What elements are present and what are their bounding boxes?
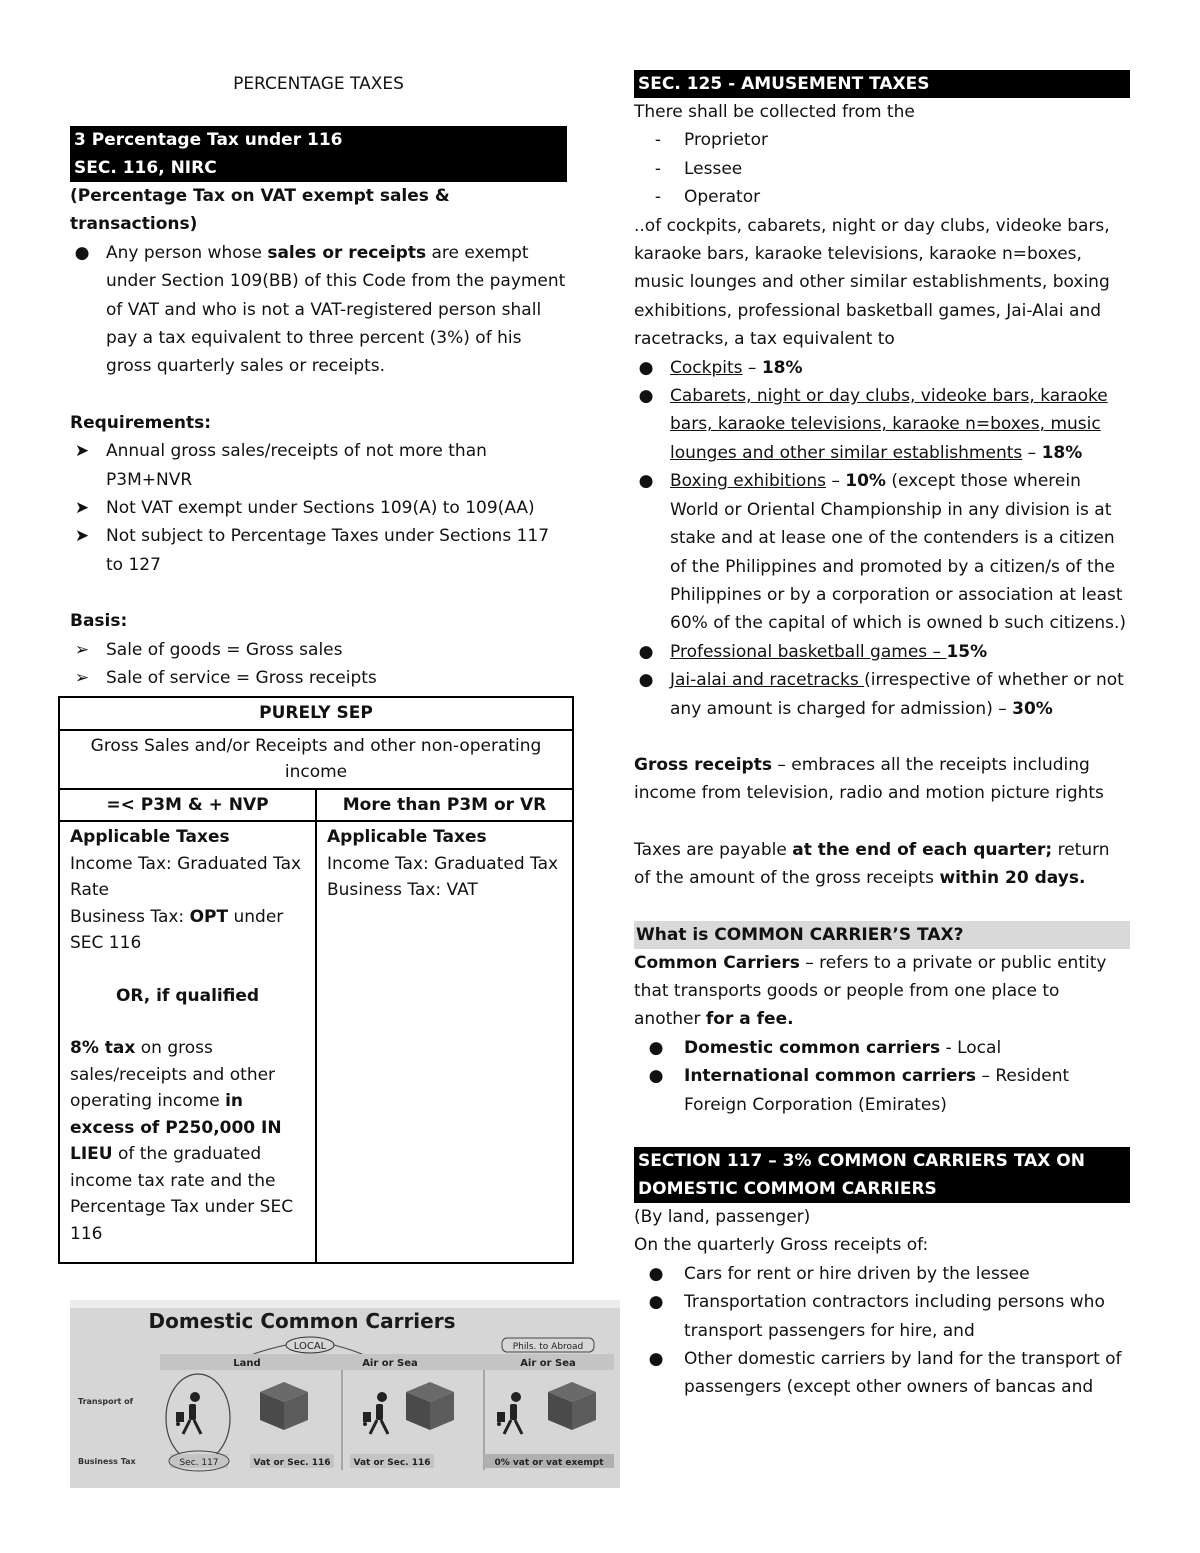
- tax-zero-vat: 0% vat or vat exempt: [494, 1458, 604, 1468]
- list-item: ● Other domestic carriers by land for the transport of passengers (except other owners of bancas and: [634, 1345, 1130, 1402]
- list-item: ➢ Sale of goods = Gross sales: [70, 636, 567, 664]
- box-icon: [548, 1382, 596, 1430]
- bullet-icon: ●: [648, 1066, 664, 1087]
- bullet-icon: ●: [648, 1263, 664, 1284]
- bullet-icon: ●: [648, 1349, 664, 1370]
- requirements-list: [70, 437, 567, 579]
- arrowhead-icon: ➤: [74, 526, 90, 547]
- box-icon: [406, 1382, 454, 1430]
- list-item: ● Cabarets, night or day clubs, videoke bars, karaoke bars, karaoke televisions, karaoke n=boxes, music lounges and other similar establishments – 18%: [634, 382, 1130, 467]
- bullet-icon: ●: [638, 641, 654, 662]
- requirements-label: Requirements:: [70, 412, 212, 433]
- carrier-types-list: [634, 1034, 1130, 1119]
- bullet-icon: ●: [638, 357, 654, 378]
- sec116-header-line2: SEC. 116, NIRC: [70, 154, 567, 182]
- sec117-header-line1: SECTION 117 – 3% COMMON CARRIERS TAX ON: [634, 1147, 1130, 1175]
- list-item: ● Cars for rent or hire driven by the lessee: [634, 1260, 1130, 1288]
- list-item: ● Boxing exhibitions – 10% (except those wherein World or Oriental Championship in any division is at stake and at lease one of the contenders is a citizen of the Philippines and promoted by a citizen/s of the Philippines or by a corporation or association at least 60% of the capital of which is owned b such citizens.): [634, 467, 1130, 637]
- col2-cell: Applicable Taxes Income Tax: Graduated Tax Business Tax: VAT: [316, 821, 573, 1263]
- list-item: ● Transportation contractors including persons who transport passengers for hire, and: [634, 1288, 1130, 1345]
- col2-header: More than P3M or VR: [316, 789, 573, 822]
- cct-header: What is COMMON CARRIER’S TAX?: [634, 921, 1130, 949]
- arrowhead-icon: ➤: [74, 498, 90, 519]
- list-item: ➢ Sale of service = Gross receipts: [70, 664, 567, 692]
- basis-list: [70, 636, 567, 693]
- dash-icon: -: [654, 187, 662, 208]
- abroad-tag: Phils. to Abroad: [512, 1342, 584, 1352]
- list-item: ● Jai-alai and racetracks (irrespective of whether or not any amount is charged for admission) – 30%: [634, 666, 1130, 723]
- bullet-icon: ●: [648, 1037, 664, 1058]
- table-title: PURELY SEP: [59, 697, 573, 730]
- air-sea-header-2: Air or Sea: [520, 1358, 576, 1369]
- bullet-icon: ●: [74, 242, 90, 263]
- on-quarterly-text: On the quarterly Gross receipts of:: [634, 1235, 929, 1256]
- table-subtitle: Gross Sales and/or Receipts and other non-operating income: [59, 730, 573, 789]
- parties-list: [634, 126, 1130, 211]
- infographic-svg: [70, 1300, 620, 1488]
- dash-icon: -: [654, 158, 662, 179]
- arrowhead-icon: ➤: [74, 441, 90, 462]
- sec117-items-list: [634, 1260, 1130, 1402]
- bullet-icon: ●: [638, 670, 654, 691]
- payable-text: Taxes are payable at the end of each quarter; return of the amount of the gross receipts within 20 days.: [634, 839, 1110, 889]
- air-sea-header-1: Air or Sea: [362, 1358, 418, 1369]
- list-item: ● Professional basketball games – 15%: [634, 638, 1130, 666]
- gross-receipts-def: Gross receipts – embraces all the receipts including income from television, radio and motion picture rights: [634, 754, 1104, 804]
- col1-cell: Applicable Taxes Income Tax: Graduated Tax Rate Business Tax: OPT under SEC 116 OR, if qualified 8% tax on gross sales/receipts and other operating income in excess of P250,000 IN LIEU of the graduated income tax rate and the Percentage Tax under SEC 116: [59, 821, 316, 1263]
- basis-label: Basis:: [70, 611, 128, 632]
- list-item: ➤ Not VAT exempt under Sections 109(A) to 109(AA): [70, 494, 567, 522]
- transport-of-label: Transport of: [78, 1397, 134, 1406]
- page-title: PERCENTAGE TAXES: [233, 74, 404, 94]
- right-column: [634, 70, 1130, 1402]
- bullet-icon: ●: [638, 386, 654, 407]
- list-item: ● Any person whose sales or receipts are exempt under Section 109(BB) of this Code from the payment of VAT and who is not a VAT-registered person shall pay a tax equivalent to three percent (3%) of his gross quarterly sales or receipts.: [70, 239, 567, 381]
- tax-sec117: Sec. 117: [179, 1458, 219, 1468]
- outline-arrow-icon: ➢: [74, 639, 90, 660]
- bullet-icon: ●: [638, 471, 654, 492]
- list-item: ➤ Annual gross sales/receipts of not more than P3M+NVR: [70, 437, 567, 494]
- sec116-intro-list: [70, 239, 567, 381]
- list-item: - Proprietor: [634, 126, 1130, 154]
- amusement-rates-list: [634, 354, 1130, 723]
- infographic-title: Domestic Common Carriers: [148, 1309, 456, 1333]
- tax-vat-116-air: Vat or Sec. 116: [353, 1458, 431, 1468]
- outline-arrow-icon: ➢: [74, 668, 90, 689]
- left-column: [70, 70, 567, 693]
- establishments-text: ..of cockpits, cabarets, night or day clubs, videoke bars, karaoke bars, karaoke televisions, karaoke n=boxes, music lounges and other similar establishments, boxing exhibitions, professional basketball games, Jai-Alai and racetracks, a tax equivalent to: [634, 215, 1110, 350]
- business-tax-label: Business Tax: [78, 1457, 136, 1466]
- or-qualified: OR, if qualified: [115, 985, 260, 1006]
- list-item: ➤ Not subject to Percentage Taxes under Sections 117 to 127: [70, 522, 567, 579]
- sec117-header-line2: DOMESTIC COMMOM CARRIERS: [634, 1175, 1130, 1203]
- list-item: ● Cockpits – 18%: [634, 354, 1130, 382]
- bullet-icon: ●: [648, 1292, 664, 1313]
- box-icon: [260, 1382, 308, 1430]
- land-header: Land: [233, 1358, 261, 1369]
- list-item: ● Domestic common carriers - Local: [634, 1034, 1130, 1062]
- sec116-header-line1: 3 Percentage Tax under 116: [70, 126, 567, 154]
- list-item: - Lessee: [634, 155, 1130, 183]
- domestic-common-carriers-infographic: [70, 1300, 620, 1488]
- by-land-text: (By land, passenger): [634, 1207, 811, 1227]
- list-item: ● International common carriers – Resident Foreign Corporation (Emirates): [634, 1062, 1130, 1119]
- list-item: - Operator: [634, 183, 1130, 211]
- sec116-subheading: (Percentage Tax on VAT exempt sales & transactions): [70, 186, 450, 235]
- sec125-header: SEC. 125 - AMUSEMENT TAXES: [634, 70, 1130, 98]
- common-carriers-def: Common Carriers – refers to a private or public entity that transports goods or people from one place to another for a fee.: [634, 952, 1107, 1030]
- local-tag: LOCAL: [293, 1341, 327, 1352]
- dash-icon: -: [654, 130, 662, 151]
- purely-sep-table: [58, 696, 574, 1264]
- tax-vat-116-land: Vat or Sec. 116: [253, 1458, 331, 1468]
- sec125-intro: There shall be collected from the: [634, 102, 915, 122]
- col1-header: =< P3M & + NVP: [59, 789, 316, 822]
